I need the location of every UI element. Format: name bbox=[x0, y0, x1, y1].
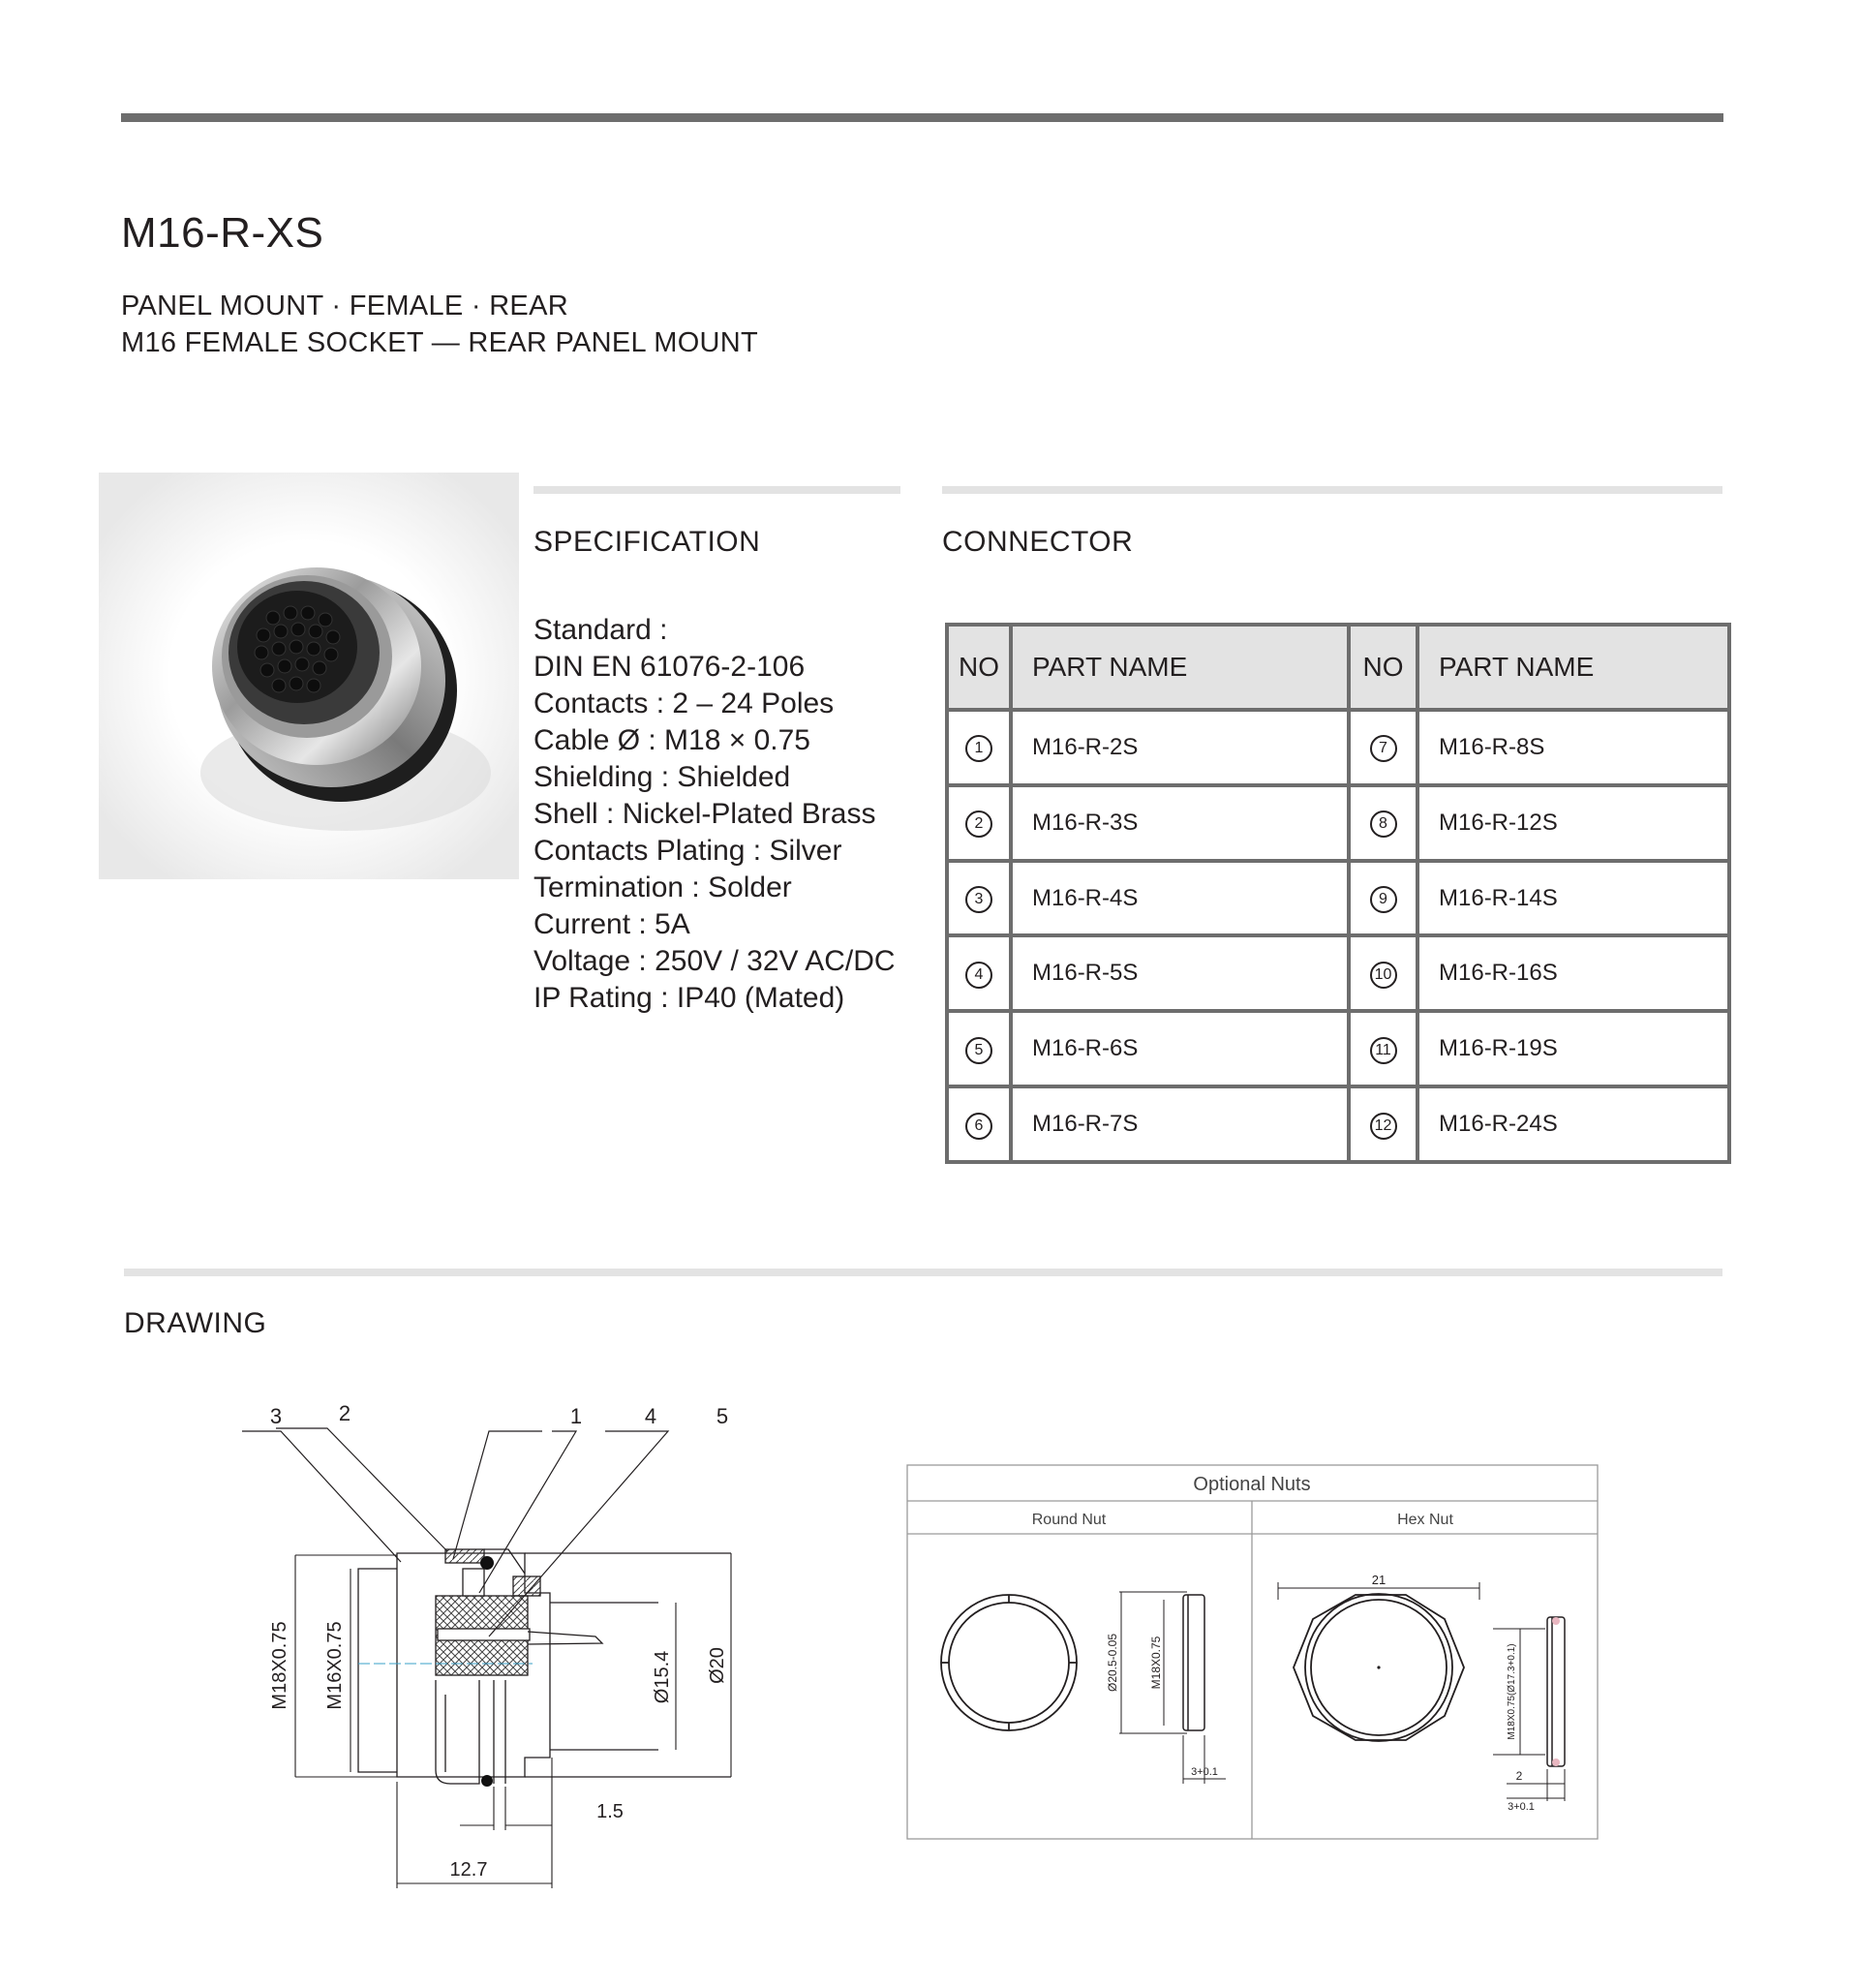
spec-line: DIN EN 61076-2-106 bbox=[533, 651, 806, 683]
callout-2: 2 bbox=[338, 1404, 351, 1425]
hex-thread: M18X0.75(Ø17.3+0.1) bbox=[1507, 1643, 1517, 1740]
row-number: 9 bbox=[1370, 886, 1397, 913]
table-row bbox=[947, 1011, 1729, 1086]
spec-line: Standard : bbox=[533, 614, 668, 646]
spec-line: Termination : Solder bbox=[533, 872, 792, 903]
spec-line: Current : 5A bbox=[533, 908, 690, 940]
subtitle-mount: PANEL MOUNT · FEMALE · REAR bbox=[121, 291, 568, 321]
callout-5: 5 bbox=[716, 1404, 729, 1428]
col-part-name: PART NAME bbox=[1417, 625, 1729, 710]
callout-4: 4 bbox=[644, 1404, 657, 1428]
top-rule bbox=[121, 113, 1723, 122]
row-number: 6 bbox=[965, 1113, 992, 1140]
table-row bbox=[947, 1086, 1729, 1162]
row-number: 11 bbox=[1370, 1037, 1397, 1064]
spec-line: Shielding : Shielded bbox=[533, 761, 791, 793]
part-name: M16-R-2S bbox=[1011, 710, 1349, 785]
nuts-title: Optional Nuts bbox=[1193, 1474, 1311, 1495]
part-name: M16-R-7S bbox=[1011, 1086, 1349, 1162]
connector-rule bbox=[942, 486, 1722, 494]
table-row bbox=[947, 861, 1729, 936]
spec-line: Cable Ø : M18 × 0.75 bbox=[533, 724, 810, 756]
drawing-heading: DRAWING bbox=[124, 1307, 267, 1339]
specification-heading: SPECIFICATION bbox=[533, 526, 761, 558]
part-name: M16-R-16S bbox=[1417, 935, 1729, 1011]
drawing-rule bbox=[124, 1269, 1722, 1276]
col-no: NO bbox=[947, 625, 1011, 710]
spec-line: Contacts : 2 – 24 Poles bbox=[533, 688, 835, 719]
spec-line: Voltage : 250V / 32V AC/DC bbox=[533, 945, 896, 977]
row-number: 4 bbox=[965, 962, 992, 989]
part-name: M16-R-4S bbox=[1011, 861, 1349, 936]
part-name: M16-R-19S bbox=[1417, 1011, 1729, 1086]
hex-width: 21 bbox=[1371, 1573, 1387, 1587]
section-drawing bbox=[242, 1404, 862, 1908]
callout-1: 1 bbox=[569, 1404, 583, 1428]
round-thread: M18X0.75 bbox=[1149, 1636, 1163, 1690]
connector-heading: CONNECTOR bbox=[942, 526, 1134, 558]
row-number: 3 bbox=[965, 886, 992, 913]
col-part-name: PART NAME bbox=[1011, 625, 1349, 710]
row-number: 5 bbox=[965, 1037, 992, 1064]
dim-d15: Ø15.4 bbox=[652, 1650, 673, 1704]
round-nut-label: Round Nut bbox=[1031, 1512, 1107, 1528]
callout-3: 3 bbox=[269, 1404, 283, 1428]
table-row bbox=[947, 785, 1729, 861]
round-diameter: Ø20.5-0.05 bbox=[1106, 1633, 1119, 1693]
product-photo bbox=[99, 473, 519, 879]
row-number: 7 bbox=[1370, 735, 1397, 762]
row-number: 12 bbox=[1370, 1113, 1397, 1140]
part-name: M16-R-8S bbox=[1417, 710, 1729, 785]
table-row bbox=[947, 710, 1729, 785]
page-title: M16-R-XS bbox=[121, 209, 324, 257]
col-no: NO bbox=[1349, 625, 1417, 710]
dim-m16: M16X0.75 bbox=[324, 1621, 346, 1710]
part-name: M16-R-24S bbox=[1417, 1086, 1729, 1162]
dim-12-7: 12.7 bbox=[449, 1859, 488, 1881]
table-row bbox=[947, 935, 1729, 1011]
row-number: 10 bbox=[1370, 962, 1397, 989]
row-number: 8 bbox=[1370, 810, 1397, 838]
round-thickness: 3+0.1 bbox=[1191, 1766, 1218, 1778]
dim-d20: Ø20 bbox=[707, 1647, 728, 1684]
part-name: M16-R-6S bbox=[1011, 1011, 1349, 1086]
table-header-row bbox=[947, 625, 1729, 710]
spec-line: IP Rating : IP40 (Mated) bbox=[533, 982, 845, 1014]
dim-m18: M18X0.75 bbox=[269, 1621, 290, 1710]
row-number: 2 bbox=[965, 810, 992, 838]
spec-line: Shell : Nickel-Plated Brass bbox=[533, 798, 876, 830]
hex-nut-label: Hex Nut bbox=[1397, 1512, 1453, 1528]
part-name: M16-R-5S bbox=[1011, 935, 1349, 1011]
part-name: M16-R-14S bbox=[1417, 861, 1729, 936]
hex-a-dim: 2 bbox=[1515, 1769, 1523, 1783]
row-number: 1 bbox=[965, 735, 992, 762]
spec-line: Contacts Plating : Silver bbox=[533, 835, 842, 867]
specification-rule bbox=[533, 486, 900, 494]
optional-nuts-panel bbox=[906, 1464, 1599, 1840]
subtitle-description: M16 FEMALE SOCKET — REAR PANEL MOUNT bbox=[121, 327, 759, 358]
specification-list bbox=[533, 612, 940, 1017]
connector-table bbox=[945, 623, 1731, 1164]
dim-1-5: 1.5 bbox=[596, 1801, 624, 1822]
part-name: M16-R-12S bbox=[1417, 785, 1729, 861]
hex-thickness: 3+0.1 bbox=[1508, 1801, 1535, 1813]
part-name: M16-R-3S bbox=[1011, 785, 1349, 861]
